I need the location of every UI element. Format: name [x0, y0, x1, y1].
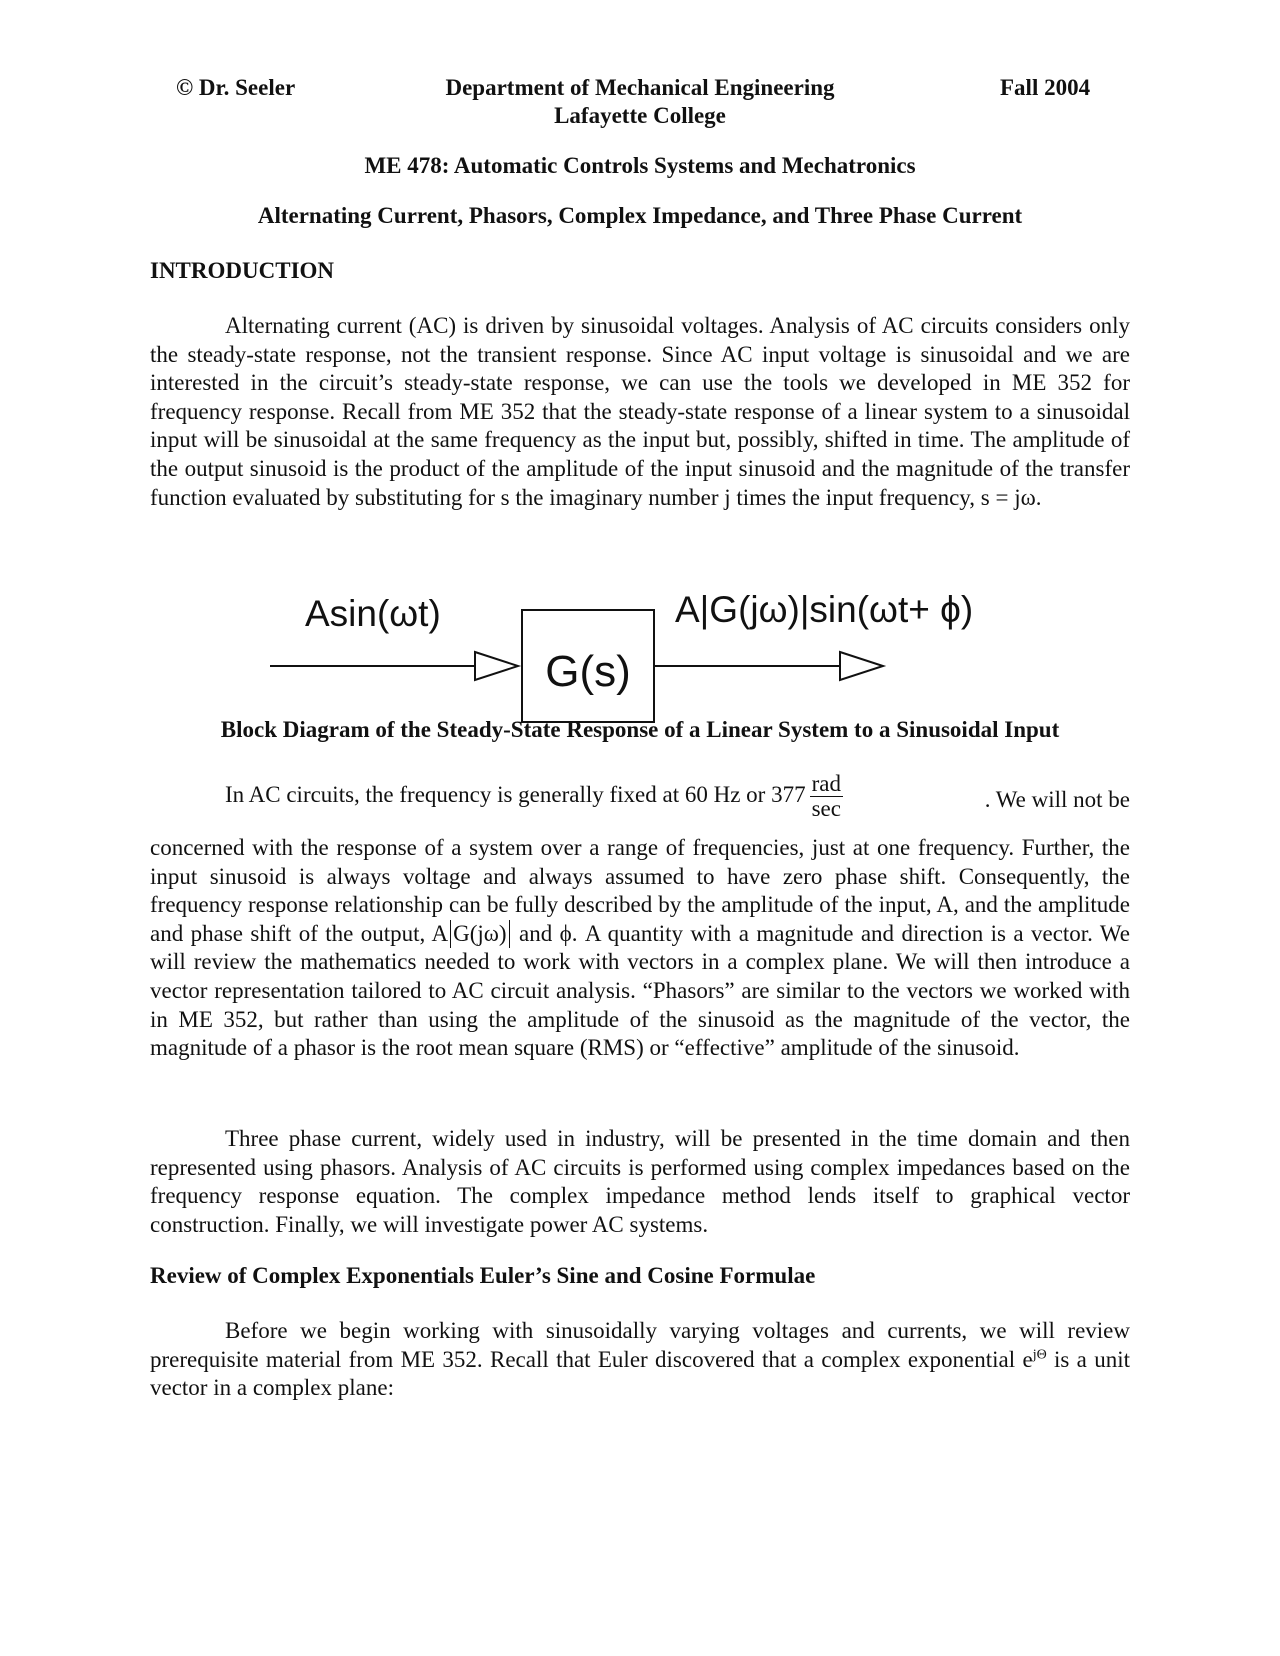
amplitude-expression	[431, 921, 511, 946]
paragraph-2-body	[150, 834, 1130, 1063]
document-title: Alternating Current, Phasors, Complex Impedance, and Three Phase Current	[257, 203, 1023, 228]
para2-line1-end: . We will not be	[984, 787, 1130, 812]
paragraph-4	[150, 1317, 1130, 1403]
block-diagram	[270, 588, 1010, 732]
author-credit: © Dr. Seeler	[176, 75, 296, 100]
paragraph-3-text: Three phase current, widely used in industry, will be presented in the time domain and then represented using phasors. Analysis of AC circuits is performed using complex impedances based on the frequency response equation. The complex impedance method lends itself to graphical vector construction. Finally, we will investigate power AC systems.	[150, 1126, 1130, 1237]
abs-bar-left	[450, 920, 451, 948]
paragraph-3	[150, 1125, 1130, 1239]
para2-part-b: and ϕ. A quantity with a magnitude and direction is a vector. We will review the mathematics needed to work with vectors in a complex plane. We will then introduce a vector representation tailored to AC circuit analysis. “Phasors” are similar to the vectors we worked with in ME 352, but rather than using the amplitude of the sinusoid as the magnitude of the vector, the magnitude of a phasor is the root mean square (RMS) or “effective” amplitude of the sinusoid.	[150, 920, 1131, 1061]
review-heading: Review of Complex Exponentials Euler’s Sine and Cosine Formulae	[150, 1263, 816, 1288]
paragraph-4-end: is a unit vector in a complex plane:	[150, 1346, 1130, 1401]
output-arrowhead	[840, 652, 883, 680]
transfer-function-expression: G(jω)	[453, 920, 507, 946]
intro-paragraph	[150, 312, 1130, 512]
diagram-input-label: Asin(ωt)	[305, 593, 441, 634]
course-title: ME 478: Automatic Controls Systems and Mechatronics	[364, 153, 916, 178]
paragraph-2-first-line	[150, 772, 1130, 821]
para2-part-a: concerned with the response of a system over a range of frequencies, just at one frequency. Further, the input sinusoid is always voltage and always assumed to have zero phase shift. Consequently, the frequency response relationship can be fully described by the amplitude of the input, A, and the amplitude and phase shift of the output,	[150, 835, 1130, 946]
para2-line1-start: In AC circuits, the frequency is generally fixed at 60 Hz or 377	[225, 781, 806, 807]
input-arrowhead	[475, 652, 518, 680]
diagram-caption: Block Diagram of the Steady-State Response of a Linear System to a Sinusoidal Input	[220, 717, 1060, 742]
fraction-numerator: rad	[811, 771, 841, 796]
exponent-superscript: jΘ	[1032, 1346, 1047, 1362]
abs-bar-right	[509, 920, 510, 948]
diagram-output-label: A|G(jω)|sin(ωt+ ϕ)	[675, 589, 974, 630]
amplitude-symbol: A	[431, 920, 449, 946]
department-name: Department of Mechanical Engineering	[445, 75, 835, 100]
diagram-block-label: G(s)	[545, 647, 631, 696]
rad-per-sec-fraction	[810, 772, 843, 821]
term-label: Fall 2004	[1000, 75, 1091, 100]
paragraph-4-text: Before we begin working with sinusoidally varying voltages and currents, we will review prerequisite material from ME 352. Recall that Euler discovered that a complex exponential e	[150, 1318, 1130, 1372]
fraction-denominator: sec	[811, 796, 841, 821]
college-name: Lafayette College	[554, 103, 726, 128]
intro-paragraph-text: Alternating current (AC) is driven by sinusoidal voltages. Analysis of AC circuits considers only the steady-state response, not the transient response. Since AC input voltage is sinusoidal and we are interested in the circuit’s steady-state response, we can use the tools we developed in ME 352 for frequency response. Recall from ME 352 that the steady-state response of a linear system to a sinusoidal input will be sinusoidal at the same frequency as the input but, possibly, shifted in time. The amplitude of the output sinusoid is the product of the amplitude of the input sinusoid and the magnitude of the transfer function evaluated by substituting for s the imaginary number j times the input frequency, s = jω.	[150, 313, 1130, 510]
intro-heading: INTRODUCTION	[150, 258, 335, 283]
